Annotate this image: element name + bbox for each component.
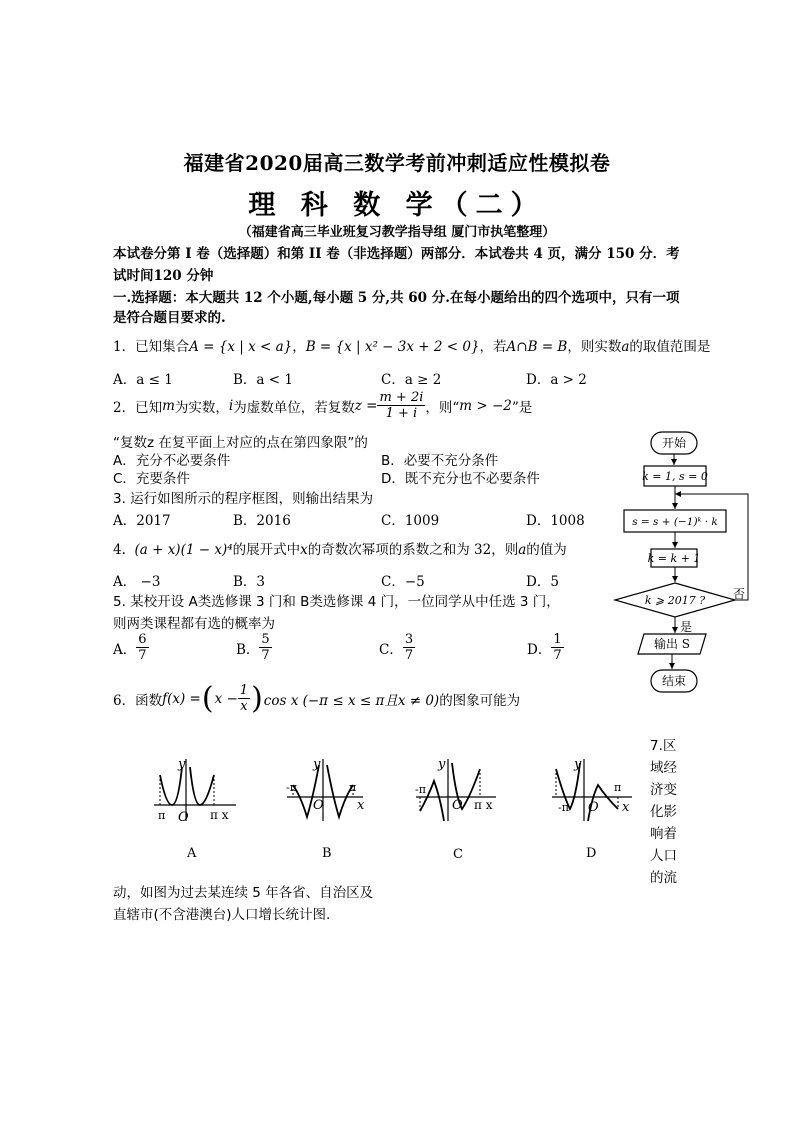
graph-d-pi: π [614,781,622,794]
q4-option-c: C．−5 [381,574,425,590]
graph-d-neg-pi: -π [558,801,569,814]
section-heading-line-2: 是符合题目要求的. [113,310,226,326]
q5-b-num: 5 [261,632,270,647]
q1-set-a: A = {x | x < a} [189,339,293,355]
graph-d-y-label: y [574,757,582,772]
q2-option-c: C．充要条件 [113,471,190,487]
graph-d-origin: O [588,800,599,815]
q2-option-b: B．必要不充分条件 [381,453,499,469]
graph-c-curve [420,763,480,821]
q4-x: x [300,542,308,558]
flow-init-text: k = 1, s = 0 [642,470,708,483]
graph-c [412,755,502,825]
q5-option-d [527,632,564,663]
q2-frac-den: 1 + i [385,406,418,421]
graph-a-pi-x: π x [210,808,229,822]
q6-suffix: 的图象可能为 [439,692,521,709]
q1-option-b: B．a < 1 [233,372,293,388]
q1-middle: ，若 [479,339,507,355]
q4-text-3: 的值为 [526,542,567,558]
q6-prefix: 6．函数 [113,692,163,709]
q5-option-c [379,632,415,663]
q3-option-c: C．1009 [381,513,440,529]
flow-yes-label: 是 [680,620,693,634]
graph-d [548,755,638,825]
q2-i: i [228,397,234,414]
q2-text-2: 为虚数单位，若复数 [233,399,355,416]
intro-line-2: 试时间120 分钟 [113,268,214,284]
q1-condition: A∩B = B [506,339,568,355]
q6-right-paren: ) [251,680,263,716]
graph-c-pi-x: π x [474,798,493,812]
q6-frac-num: 1 [239,683,249,698]
q5-option-a-frac [136,632,148,663]
q5-option-b [236,632,272,663]
flow-no-label: 否 [733,587,746,601]
question-3: 3. 运行如图所示的程序框图，则输出结果为 [113,491,374,507]
graph-d-label: D [586,846,597,861]
q6-cos-part: cos x (−π ≤ x ≤ π且x ≠ 0) [263,692,440,709]
flow-decision-text: k ⩾ 2017 ? [644,594,706,607]
q5-option-b-frac [259,632,271,663]
question-7-line-2: 动，如图为过去某连续 5 年各省、自治区及 [113,885,374,901]
question-1: 1．已知集合A = {x | x < a}，B = {x | x² − 3x + 2 < 0}，若A∩B = B，则实数a的取值范围是 [113,339,711,355]
graph-b-label: B [322,846,332,861]
flow-update-k-text: k = k + 1 [647,552,701,565]
graph-a-neg-pi: π [158,809,166,822]
question-5-line-2: 则两类课程都有选的概率为 [113,616,275,632]
graph-a [150,755,240,825]
q2-text-1: 为实数， [174,399,229,416]
q2-option-a: A．充分不必要条件 [113,453,231,469]
flow-output-text: 输出 S [653,637,691,651]
graph-b-origin: O [313,798,324,813]
q4-expr: (a + x)(1 − x)⁴ [134,542,233,558]
exam-compiler-note: （福建省高三毕业班复习教学指导组 厦门市执笔整理） [238,225,556,240]
q6-fraction [238,683,250,714]
q1-var: a [621,339,630,355]
graph-a-label: A [187,846,197,861]
section-heading-line-1: 一.选择题：本大题共 12 个小题,每小题 5 分,共 60 分.在每小题给出的四个选项中，只有一项 [113,290,680,306]
q1-suffix: ，则实数 [567,339,622,355]
q1-end: 的取值范围是 [629,339,711,355]
program-flowchart [600,420,770,700]
q2-frac-num: m + 2i [379,390,424,405]
q1-prefix: 1．已知集合 [113,339,190,355]
exam-subject-title: 理 科 数 学（二） [248,190,546,221]
q2-option-d: D．既不充分也不必要条件 [381,471,540,487]
q4-option-a: A． −3 [113,574,161,590]
q5-option-a-label: A． [113,641,137,658]
graph-b-neg-pi: -π [286,781,297,794]
question-7-vertical: 7.区域经济变化影响着人口的流 [650,738,677,886]
q5-a-num: 6 [138,632,147,647]
q2-text-4: ”是 [511,399,533,416]
q5-d-den: 7 [553,648,562,663]
q2-line-2: “复数z 在复平面上对应的点在第四象限”的 [113,435,368,451]
graph-c-label: C [453,847,463,862]
q4-option-b: B．3 [233,574,266,590]
q5-option-b-label: B． [236,641,260,658]
flow-update-s-text: s = s + (−1)ᵏ · k [632,516,718,528]
q4-option-d: D．5 [526,574,559,590]
q4-text-2: 的奇数次幂项的系数之和为 32，则 [307,542,519,558]
graph-a-curve [160,767,214,805]
q6-x-minus: x − [214,690,238,707]
graph-a-y-label: y [178,757,186,772]
q2-m: m [162,397,175,414]
q2-text-3: ，则“ [425,399,460,416]
question-4 [113,538,567,558]
graph-c-neg-pi: -π [415,783,426,796]
q1-option-a: A．a ≤ 1 [113,372,173,388]
q6-func: f(x) = [162,690,201,707]
q5-option-c-frac [403,632,415,663]
q1-option-d: D．a > 2 [526,372,587,388]
question-6 [113,680,521,716]
graph-d-x-label: x [622,800,630,815]
q5-option-a [113,632,149,663]
q5-option-d-label: D． [527,641,552,658]
graph-c-origin: O [452,798,463,813]
graph-b-y-label: y [313,757,321,772]
flow-start-text: 开始 [661,436,687,450]
graph-b [283,755,373,825]
question-2 [113,390,532,421]
question-7-line-3: 直辖市(不含港澳台)人口增长统计图. [113,907,331,923]
q4-a: a [518,542,527,558]
q3-option-a: A．2017 [113,513,171,529]
q2-cond: m > −2 [459,397,512,414]
flow-end-text: 结束 [661,674,687,688]
q5-b-den: 7 [261,648,270,663]
q6-frac-den: x [240,699,248,714]
question-5-line-1: 5. 某校开设 A类选修课 3 门和 B类选修课 4 门，一位同学从中任选 3 门， [113,594,560,610]
q2-fraction [377,390,425,421]
q5-option-c-label: C． [379,641,403,658]
q5-c-num: 3 [404,632,414,647]
q1-set-b: B = {x | x² − 3x + 2 < 0} [305,339,480,355]
q3-option-d: D．1008 [526,513,585,529]
q5-a-den: 7 [138,648,147,663]
graph-b-x-label: x [357,798,365,813]
q2-prefix: 2．已知 [113,399,163,416]
q2-z: z = [354,397,378,414]
graph-b-pi: π [349,781,357,794]
q3-option-b: B．2016 [233,513,291,529]
q5-option-d-frac [551,632,563,663]
q4-label: 4. [113,542,126,558]
graph-a-origin: O [178,810,189,825]
q6-left-paren: ( [201,680,214,716]
q4-text-1: 的展开式中 [232,542,301,558]
q5-c-den: 7 [404,648,414,663]
graph-c-y-label: y [438,757,446,772]
exam-title: 福建省2020届高三数学考前冲刺适应性模拟卷 [183,151,611,175]
intro-line-1: 本试卷分第 I 卷（选择题）和第 II 卷（非选择题）两部分．本试卷共 4 页，满分 150 分．考 [113,246,680,262]
q1-option-c: C．a ≥ 2 [381,372,442,388]
q5-d-num: 1 [553,632,562,647]
